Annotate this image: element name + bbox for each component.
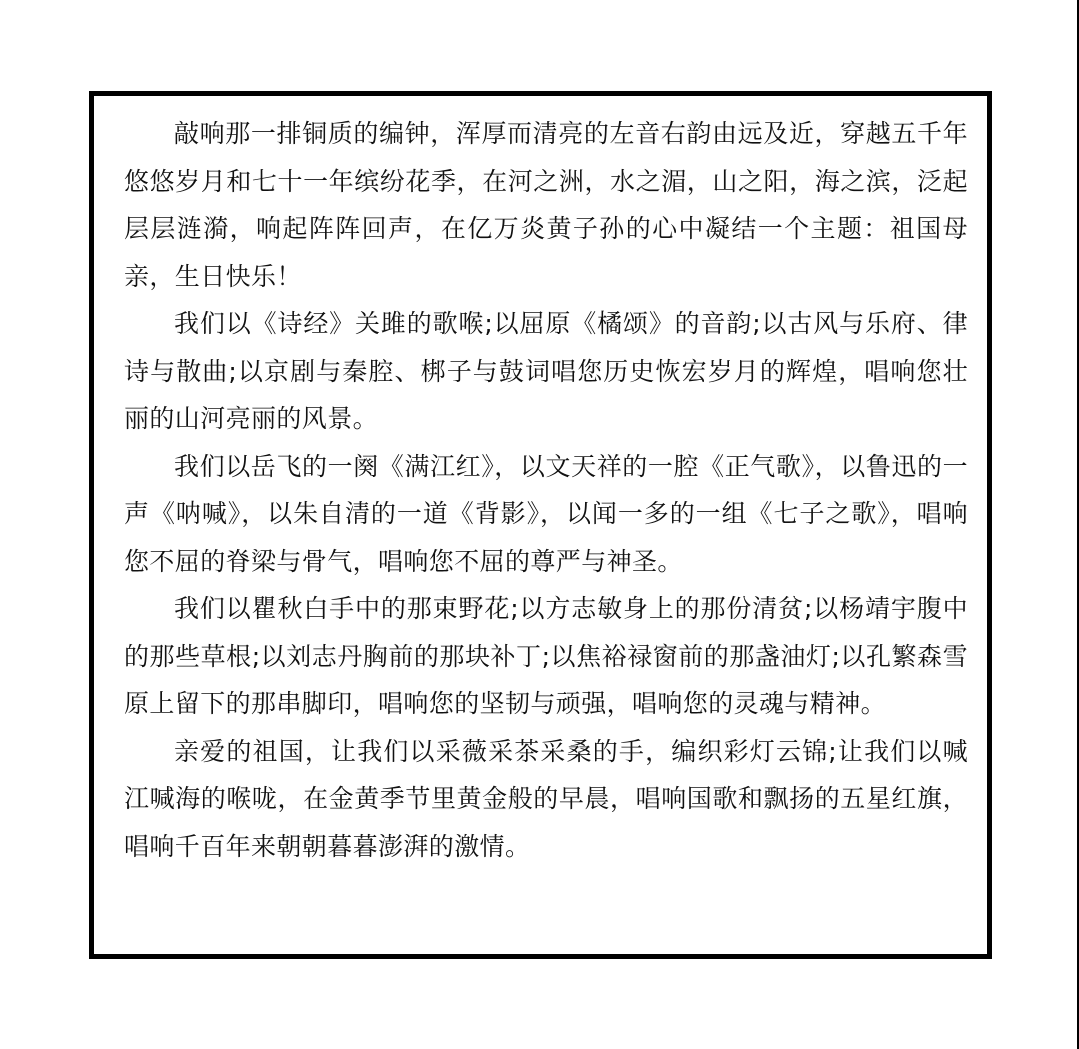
paragraph-5: 亲爱的祖国，让我们以采薇采茶采桑的手，编织彩灯云锦;让我们以喊江喊海的喉咙，在金黄季节里黄金般的早晨，唱响国歌和飘扬的五星红旗，唱响千百年来朝朝暮暮澎湃的激情。	[124, 736, 968, 861]
article-body	[124, 110, 968, 870]
paragraph-2: 我们以《诗经》关雎的歌喉;以屈原《橘颂》的音韵;以古风与乐府、律诗与散曲;以京剧与秦腔、梆子与鼓词唱您历史恢宏岁月的辉煌，唱响您壮丽的山河亮丽的风景。	[124, 309, 968, 433]
paragraph-3: 我们以岳飞的一阕《满江红》，以文天祥的一腔《正气歌》，以鲁迅的一声《呐喊》，以朱自清的一道《背影》，以闻一多的一组《七子之歌》，唱响您不屈的脊梁与骨气，唱响您不屈的尊严与神圣。	[124, 451, 968, 576]
text-frame	[89, 91, 992, 959]
paragraph-4: 我们以瞿秋白手中的那束野花;以方志敏身上的那份清贫;以杨靖宇腹中的那些草根;以刘志丹胸前的那块补丁;以焦裕禄窗前的那盏油灯;以孔繁森雪原上留下的那串脚印，唱响您的坚韧与顽强，唱响您的灵魂与精神。	[124, 594, 968, 718]
paragraph-1: 敲响那一排铜质的编钟，浑厚而清亮的左音右韵由远及近，穿越五千年悠悠岁月和七十一年缤纷花季，在河之洲，水之湄，山之阳，海之滨，泛起层层涟漪，响起阵阵回声，在亿万炎黄子孙的心中凝结一个主题：祖国母亲，生日快乐！	[124, 119, 968, 291]
